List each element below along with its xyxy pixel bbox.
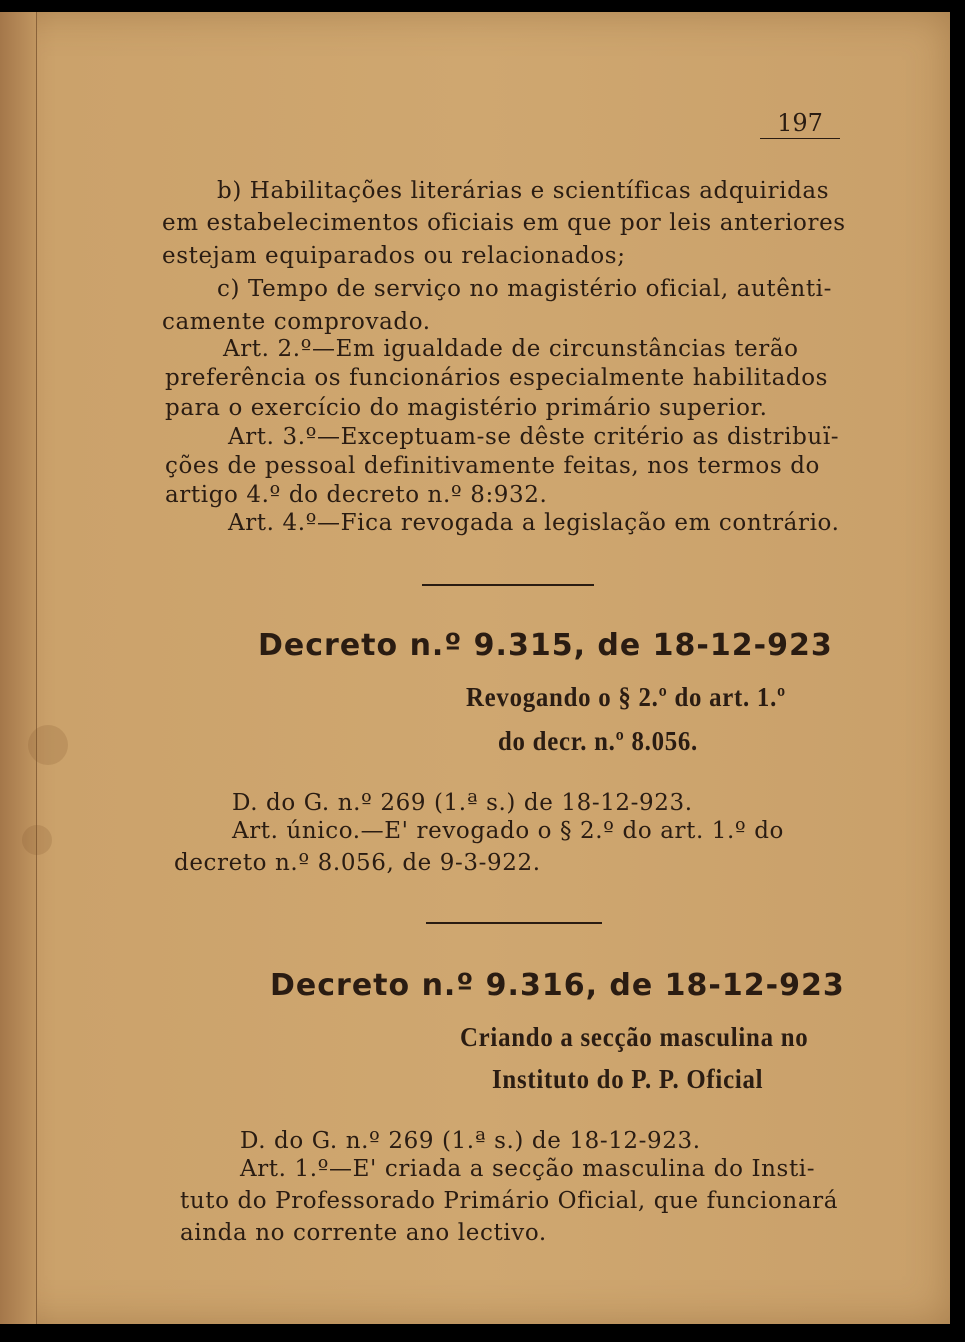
text-line: D. do G. n.º 269 (1.ª s.) de 18-12-923. — [240, 1128, 701, 1154]
text-line: c) Tempo de serviço no magistério oficial, autênti- — [217, 276, 833, 302]
text-line: decreto n.º 8.056, de 9-3-922. — [174, 850, 541, 876]
text-line: camente comprovado. — [162, 309, 431, 335]
decree-subtitle: do decr. n.º 8.056. — [498, 726, 698, 756]
text-line: Art. 1.º—E' criada a secção masculina do Insti- — [240, 1156, 816, 1182]
text-line: para o exercício do magistério primário superior. — [165, 395, 768, 421]
decree-subtitle: Revogando o § 2.º do art. 1.º — [466, 682, 786, 712]
page-gutter — [0, 12, 37, 1324]
text-line: preferência os funcionários especialmente habilitados — [165, 365, 829, 391]
text-line: estejam equiparados ou relacionados; — [162, 243, 626, 269]
paper-stain — [28, 725, 68, 765]
text-line: em estabelecimentos oficiais em que por leis anteriores — [162, 210, 846, 236]
text-line: ainda no corrente ano lectivo. — [180, 1220, 547, 1246]
page-number: 197 — [760, 108, 840, 139]
text-line: b) Habilitações literárias e scientíficas adquiridas — [217, 178, 830, 204]
text-line: artigo 4.º do decreto n.º 8:932. — [165, 482, 548, 508]
text-line: tuto do Professorado Primário Oficial, que funcionará — [180, 1188, 839, 1214]
section-divider — [422, 584, 594, 586]
text-line: Art. 4.º—Fica revogada a legislação em contrário. — [228, 510, 840, 536]
text-line: D. do G. n.º 269 (1.ª s.) de 18-12-923. — [232, 790, 693, 816]
section-divider — [426, 922, 602, 924]
text-line: Art. 3.º—Exceptuam-se dêste critério as distribuï- — [228, 424, 840, 450]
decree-subtitle: Instituto do P. P. Oficial — [492, 1064, 764, 1094]
text-line: ções de pessoal definitivamente feitas, nos termos do — [165, 453, 820, 479]
paper-stain — [22, 825, 52, 855]
decree-subtitle: Criando a secção masculina no — [460, 1022, 809, 1052]
decree-title: Decreto n.º 9.315, de 18-12-923 — [258, 628, 833, 663]
decree-title: Decreto n.º 9.316, de 18-12-923 — [270, 968, 845, 1003]
text-line: Art. 2.º—Em igualdade de circunstâncias terão — [223, 336, 799, 362]
text-line: Art. único.—E' revogado o § 2.º do art. 1.º do — [232, 818, 785, 844]
